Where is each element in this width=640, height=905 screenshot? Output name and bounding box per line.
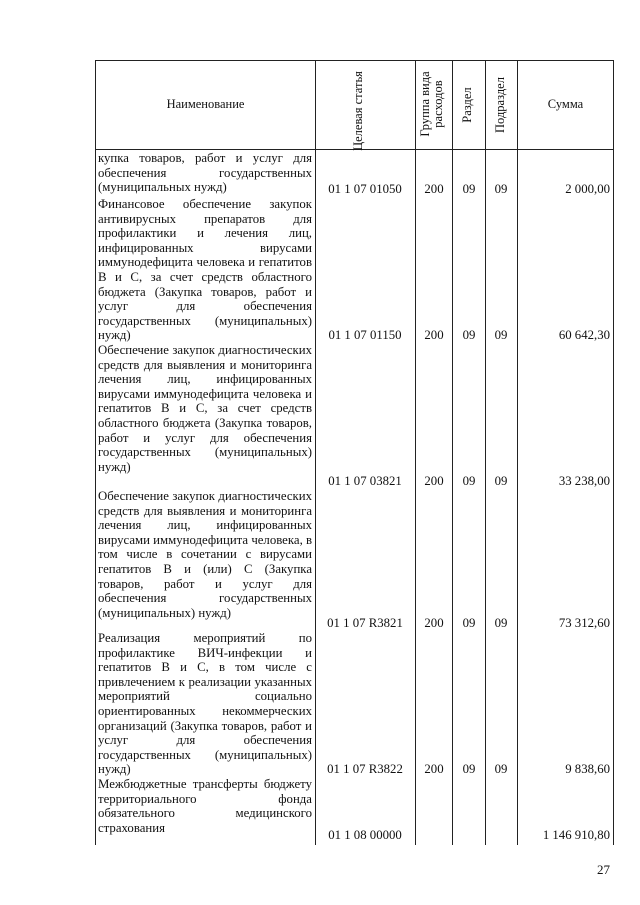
row-6-description: Межбюджетные трансферты бюджету территориального фонда обязательного медицинского страхования — [98, 777, 312, 835]
row-3-group: 200 — [424, 474, 444, 488]
row-5-description: Реализация мероприятий по профилактике ВИЧ-инфекции и гепатитов В и С, в том числе с привлечением к реализации указанных мероприятий социально ориентированных некоммерческих организаций (Закупка товаров, работ и услуг для обеспечения государственных (муниципальных) нужд) — [98, 631, 312, 777]
header-subsection: Подраздел — [493, 77, 507, 133]
row-4-amount: 73 312,60 — [558, 616, 610, 630]
row-5-amount: 9 838,60 — [565, 762, 610, 776]
row-1-amount: 2 000,00 — [565, 182, 610, 196]
row-4-code: 01 1 07 R3821 — [327, 616, 403, 630]
header-amount: Сумма — [547, 97, 584, 111]
row-3-subsection: 09 — [494, 474, 508, 488]
row-1-section: 09 — [462, 182, 476, 196]
row-6-amount: 1 146 910,80 — [542, 828, 610, 842]
header-expense-group: Группа вида расходов — [418, 71, 445, 137]
row-1-description: купка товаров, работ и услуг для обеспечения государственных (муниципальных нужд) — [98, 151, 312, 195]
page-number: 27 — [597, 862, 610, 877]
row-2-group: 200 — [424, 328, 444, 342]
header-target-article: Целевая статья — [351, 71, 365, 151]
row-5-group: 200 — [424, 762, 444, 776]
row-2-code: 01 1 07 01150 — [328, 328, 402, 342]
row-3-amount: 33 238,00 — [558, 474, 610, 488]
row-2-description: Финансовое обеспечение закупок антивирусных препаратов для профилактики и лечения лиц, инфицированных вирусами иммунодефицита человека и гепатитов В и С, за счет средств областного бюджета (Закупка товаров, работ и услуг для обеспечения государственных (муниципальных) нужд) — [98, 197, 312, 343]
row-6-code: 01 1 08 00000 — [328, 828, 402, 842]
row-1-code: 01 1 07 01050 — [328, 182, 402, 196]
row-1-group: 200 — [424, 182, 444, 196]
row-3-description: Обеспечение закупок диагностических средств для выявления и мониторинга лечения лиц, инфицированных вирусами иммунодефицита человека и гепатитов В и С, за счет средств областного бюджета (Закупка товаров, работ и услуг для обеспечения государственных (муниципальных) нужд) — [98, 343, 312, 474]
row-4-group: 200 — [424, 616, 444, 630]
row-2-subsection: 09 — [494, 328, 508, 342]
row-5-code: 01 1 07 R3822 — [327, 762, 403, 776]
header-section: Раздел — [460, 87, 474, 123]
row-4-subsection: 09 — [494, 616, 508, 630]
row-2-section: 09 — [462, 328, 476, 342]
row-2-amount: 60 642,30 — [558, 328, 610, 342]
row-3-code: 01 1 07 03821 — [328, 474, 402, 488]
row-4-description: Обеспечение закупок диагностических средств для выявления и мониторинга лечения лиц, инфицированных вирусами иммунодефицита человека, в том числе в сочетании с вирусами гепатитов В и (или) С (Закупка товаров, работ и услуг для обеспечения государственных (муниципальных) нужд) — [98, 489, 313, 620]
row-1-subsection: 09 — [494, 182, 508, 196]
header-name: Наименование — [166, 97, 245, 111]
row-5-subsection: 09 — [494, 762, 508, 776]
row-3-section: 09 — [462, 474, 476, 488]
row-5-section: 09 — [462, 762, 476, 776]
row-4-section: 09 — [462, 616, 476, 630]
